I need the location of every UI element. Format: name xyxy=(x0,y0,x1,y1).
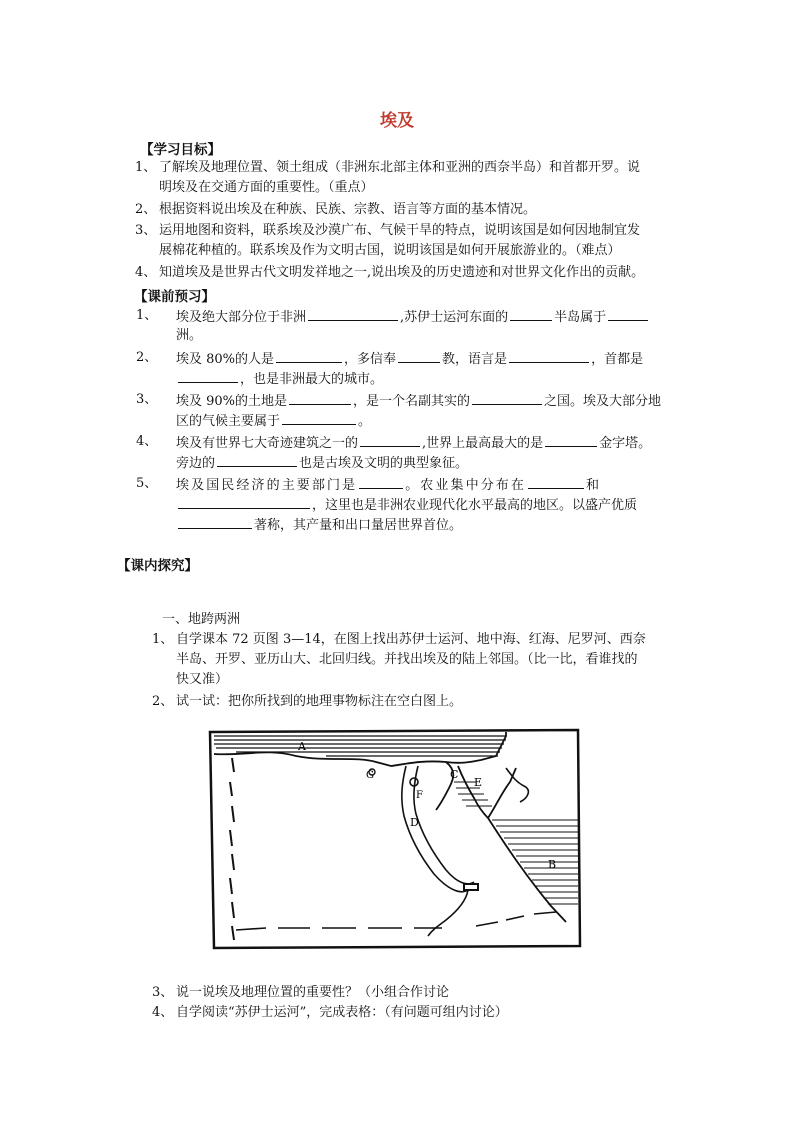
eastern-border xyxy=(506,768,528,802)
preview-q1-num: 1、 xyxy=(136,308,158,323)
explore-1-line-2: 半岛、开罗、亚历山大、北回归线。并找出埃及的陆上邻国。（比一比，看谁找的 xyxy=(176,652,638,667)
preview-q4-num: 4、 xyxy=(136,434,158,449)
objective-1-num: 1、 xyxy=(135,160,157,175)
preview-q3-text-e: 。 xyxy=(358,414,372,429)
preview-q4-text-c: 金字塔。 xyxy=(599,436,652,451)
explore-3-line-1: 说一说埃及地理位置的重要性？（小组合作讨论 xyxy=(176,985,450,1000)
western-border xyxy=(230,758,234,940)
preview-q1-text-b: ,苏伊士运河东面的 xyxy=(400,310,509,325)
egypt-blank-map[interactable] xyxy=(206,726,584,950)
preview-q1-line-1 xyxy=(176,306,650,328)
preview-q4-text-d: 旁边的 xyxy=(176,456,216,471)
answer-blank[interactable] xyxy=(545,432,597,447)
preview-q4-text-a: 埃及有世界七大奇迹建筑之一的 xyxy=(176,436,359,451)
explore-4-line-1: 自学阅读“苏伊士运河”，完成表格：（有问题可组内讨论） xyxy=(176,1005,508,1020)
objective-1-line-1: 了解埃及地理位置、领土组成（非洲东北部主体和亚洲的西奈半岛）和首都开罗。说 xyxy=(159,160,641,175)
map-label-b: B xyxy=(548,858,557,871)
preview-q5-line-2 xyxy=(176,494,637,516)
explore-1-line-3: 快又准） xyxy=(176,672,229,687)
preview-q3-text-a: 埃及 90%的土地是 xyxy=(176,394,288,409)
explore-2-num: 2、 xyxy=(152,694,174,709)
preview-q5-text-c: 和 xyxy=(586,478,602,493)
map-label-f: F xyxy=(416,790,423,801)
preview-q4-line-2 xyxy=(176,452,468,474)
answer-blank[interactable] xyxy=(359,474,403,489)
objective-3-num: 3、 xyxy=(135,223,157,238)
answer-blank[interactable] xyxy=(276,348,342,363)
preview-q2-line-2 xyxy=(176,368,383,390)
lake-nasser xyxy=(464,884,478,890)
objective-2-num: 2、 xyxy=(135,202,157,217)
answer-blank[interactable] xyxy=(178,368,238,383)
red-sea-hatch xyxy=(492,820,578,904)
preview-q5-text-d: ，这里也是非洲农业现代化水平最高的地区。以盛产优质 xyxy=(312,498,638,513)
preview-q5-text-e: 著称，其产量和出口量居世界首位。 xyxy=(254,518,463,533)
preview-q1-text-a: 埃及绝大部分位于非洲 xyxy=(176,310,307,325)
preview-q5-line-1 xyxy=(176,474,601,496)
preview-q2-text-c: 教，语言是 xyxy=(442,352,508,367)
preview-q3-num: 3、 xyxy=(136,392,158,407)
gulf-of-suez-east xyxy=(458,766,488,818)
answer-blank[interactable] xyxy=(178,494,310,509)
preview-q4-text-e: 也是古埃及文明的典型象征。 xyxy=(299,456,469,471)
answer-blank[interactable] xyxy=(509,348,589,363)
preview-q3-text-d: 区的气候主要属于 xyxy=(176,414,281,429)
objective-4-line-1: 知道埃及是世界古代文明发祥地之一,说出埃及的历史遗迹和对世界文化作出的贡献。 xyxy=(159,265,645,280)
preview-q3-text-b: ，是一个名副其实的 xyxy=(353,394,471,409)
answer-blank[interactable] xyxy=(308,306,398,321)
preview-q2-text-e: ，也是非洲最大的城市。 xyxy=(240,372,384,387)
map-label-g: G xyxy=(366,770,374,781)
preview-q5-text-a: 埃及国民经济的主要部门是 xyxy=(176,478,358,493)
nile-south xyxy=(428,890,468,936)
preview-q5-line-3 xyxy=(176,514,462,536)
answer-blank[interactable] xyxy=(178,514,252,529)
answer-blank[interactable] xyxy=(360,432,420,447)
sinai-hatch xyxy=(454,782,492,806)
explore-subheading: 一、地跨两洲 xyxy=(162,612,241,627)
preview-q5-num: 5、 xyxy=(136,476,158,491)
preview-q4-text-b: ,世界上最高最大的是 xyxy=(422,436,544,451)
explore-1-num: 1、 xyxy=(152,632,174,647)
answer-blank[interactable] xyxy=(528,474,584,489)
preview-q5-text-b: 。农业集中分布在 xyxy=(405,478,527,493)
preview-q2-text-b: ，多信奉 xyxy=(344,352,397,367)
answer-blank[interactable] xyxy=(608,306,648,321)
answer-blank[interactable] xyxy=(282,410,356,425)
map-label-a: A xyxy=(298,740,306,753)
preview-q2-line-1 xyxy=(176,348,643,370)
map-label-e: E xyxy=(474,776,483,789)
preview-q3-line-1 xyxy=(176,390,661,412)
answer-blank[interactable] xyxy=(398,348,440,363)
preview-q2-text-a: 埃及 80%的人是 xyxy=(176,352,275,367)
objective-3-line-2: 展棉花种植的。联系埃及作为文明古国，说明该国是如何开展旅游业的。（难点） xyxy=(159,243,621,258)
answer-blank[interactable] xyxy=(217,452,297,467)
objective-1-line-2: 明埃及在交通方面的重要性。（重点） xyxy=(159,180,374,195)
preview-q3-text-c: 之国。埃及大部分地 xyxy=(544,394,662,409)
objective-3-line-1: 运用地图和资料，联系埃及沙漠广布、气候干旱的特点，说明该国是如何因地制宜发 xyxy=(159,223,641,238)
objective-4-num: 4、 xyxy=(135,265,157,280)
map-label-c: C xyxy=(450,768,459,781)
preview-q2-text-d: ，首都是 xyxy=(591,352,644,367)
nile-river-east xyxy=(414,766,474,884)
objective-2-line-1: 根据资料说出埃及在种族、民族、宗教、语言等方面的基本情况。 xyxy=(159,202,537,217)
southern-border xyxy=(236,912,556,930)
preview-q4-line-1 xyxy=(176,432,651,454)
map-label-d: D xyxy=(410,816,419,829)
preview-heading: 【课前预习】 xyxy=(134,289,215,305)
explore-3-num: 3、 xyxy=(152,985,174,1000)
north-coastline xyxy=(214,732,506,766)
preview-q1-text-c: 半岛属于 xyxy=(554,310,607,325)
map-figure xyxy=(206,726,584,950)
explore-heading: 【课内探究】 xyxy=(117,558,198,574)
explore-2-line-1: 试一试：把你所找到的地理事物标注在空白图上。 xyxy=(176,694,463,709)
explore-1-line-1: 自学课本 72 页图 3—14，在图上找出苏伊士运河、地中海、红海、尼罗河、西奈 xyxy=(176,632,646,647)
preview-q1-text-d: 洲。 xyxy=(176,328,203,343)
objectives-heading: 【学习目标】 xyxy=(140,142,221,158)
answer-blank[interactable] xyxy=(472,390,542,405)
explore-4-num: 4、 xyxy=(152,1005,174,1020)
page-title: 埃及 xyxy=(380,111,414,131)
preview-q2-num: 2、 xyxy=(136,350,158,365)
answer-blank[interactable] xyxy=(510,306,552,321)
preview-q3-line-2 xyxy=(176,410,371,432)
answer-blank[interactable] xyxy=(289,390,351,405)
map-frame xyxy=(210,730,580,948)
